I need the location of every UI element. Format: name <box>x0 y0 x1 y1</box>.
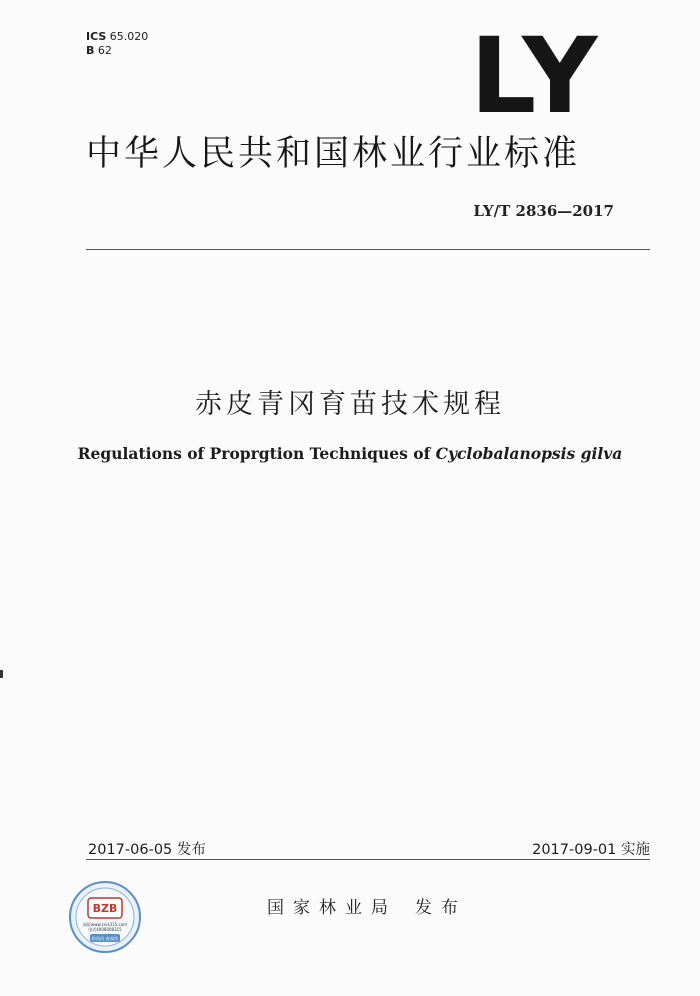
english-title-prefix: Regulations of Proprgtion Techniques of <box>77 444 436 463</box>
issue-date-word: 发布 <box>176 842 206 858</box>
standard-logo: LY <box>470 15 600 137</box>
ics-label: ICS <box>86 30 107 43</box>
english-title-species: Cyclobalanopsis gilva <box>435 444 623 463</box>
scan-edge-mark <box>0 670 3 678</box>
chinese-title: 赤皮青冈育苗技术规程 <box>195 389 505 420</box>
ccs-label: B <box>86 44 95 57</box>
ccs-line <box>86 44 148 58</box>
implementation-date <box>532 838 650 859</box>
issue-date <box>88 838 206 859</box>
anti-counterfeit-seal-icon <box>68 880 142 954</box>
classification-codes <box>86 30 148 58</box>
implementation-date-word: 实施 <box>621 842 650 858</box>
seal-line-3: 防伪码 查真伪 <box>91 936 119 941</box>
issue-date-value: 2017-06-05 <box>88 842 173 858</box>
issuer-action: 发布 <box>415 898 467 918</box>
standard-number-text: LY/T 2836—2017 <box>473 202 614 220</box>
issuer-name: 国家林业局 <box>267 898 397 918</box>
implementation-date-value: 2017-09-01 <box>532 842 617 858</box>
ccs-code: 62 <box>97 44 112 57</box>
seal-brand: BZB <box>92 902 118 915</box>
ics-line <box>86 30 148 44</box>
bottom-divider <box>86 859 650 860</box>
standard-category-title: 中华人民共和国林业行业标准 <box>86 134 581 174</box>
issuing-authority <box>267 893 467 918</box>
top-divider <box>86 249 650 250</box>
english-title <box>0 444 700 463</box>
standard-number <box>473 202 614 220</box>
ics-code: 65.020 <box>109 30 149 43</box>
seal-line-1: 网址www.cnis315.com <box>82 922 128 927</box>
seal-line-2: 电话4008008315 <box>88 927 122 932</box>
